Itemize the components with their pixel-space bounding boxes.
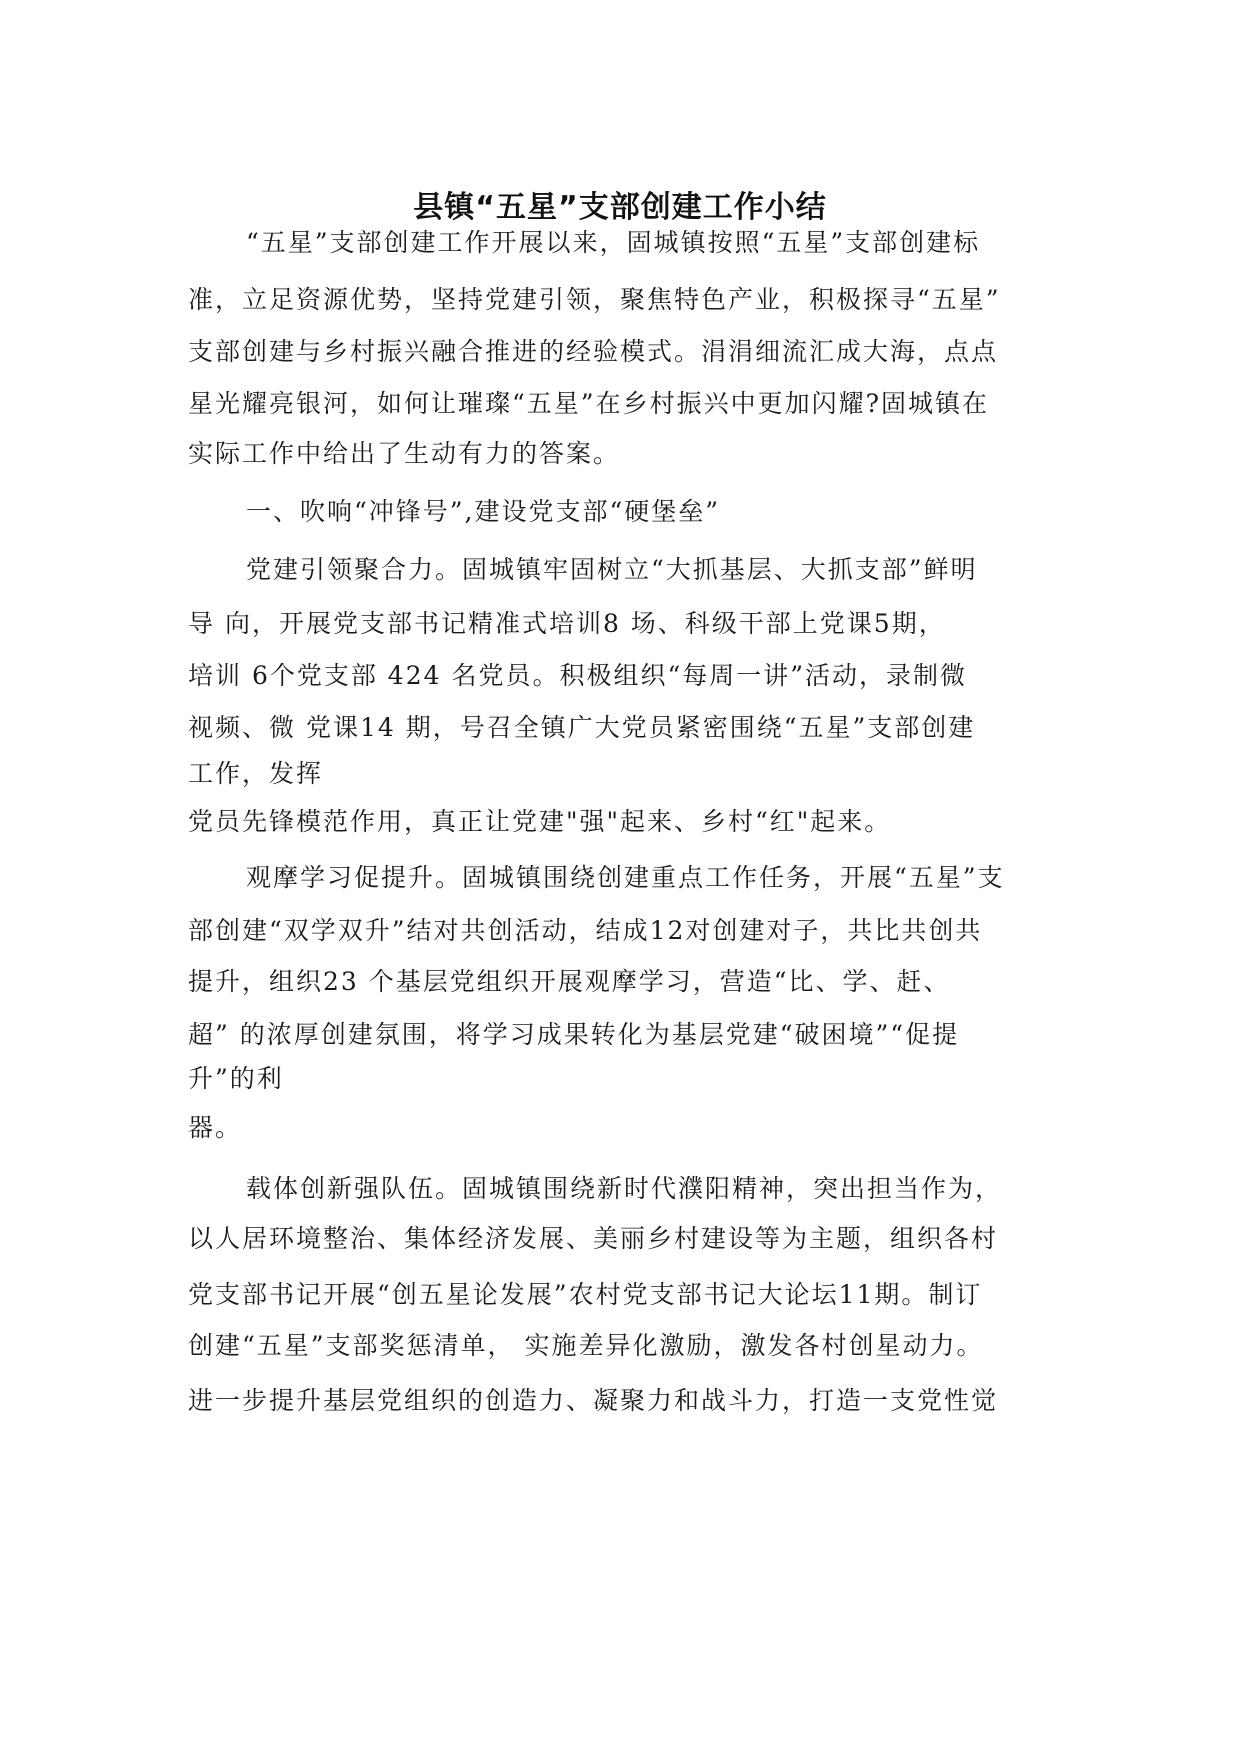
document-title: 县镇“五星”支部创建工作小结 <box>413 190 827 225</box>
paragraph-line: 实际工作中给出了生动有力的答案。 <box>188 439 621 468</box>
paragraph-line: 提升，组织23 个基层党组织开展观摩学习，营造“比、学、赶、 <box>188 967 951 996</box>
section-heading: 一、吹响“冲锋号”,建设党支部“硬堡垒” <box>246 497 721 526</box>
paragraph-line: 视频、微 党课14 期，号召全镇广大党员紧密围绕“五星”支部创建 <box>188 713 976 742</box>
paragraph-line: 党建引领聚合力。固城镇牢固树立“大抓基层、大抓支部”鲜明 <box>246 555 978 584</box>
paragraph-line: 载体创新强队伍。固城镇围绕新时代濮阳精神，突出担当作为， <box>246 1174 1003 1203</box>
paragraph-line: 党员先锋模范作用，真正让党建"强"起来、乡村“红"起来。 <box>188 807 892 836</box>
paragraph-line: 观摩学习促提升。固城镇围绕创建重点工作任务，开展“五星”支 <box>246 863 1005 892</box>
paragraph-line: 创建“五星”支部奖惩清单， 实施差异化激励，激发各村创星动力。 <box>188 1331 984 1360</box>
paragraph-line: 支部创建与乡村振兴融合推进的经验模式。涓涓细流汇成大海，点点 <box>188 337 999 366</box>
paragraph-line: 进一步提升基层党组织的创造力、凝聚力和战斗力，打造一支党性觉 <box>188 1386 999 1415</box>
paragraph-line: 党支部书记开展“创五星论发展”农村党支部书记大论坛11期。制订 <box>188 1280 983 1309</box>
paragraph-line: 星光耀亮银河，如何让璀璨“五星”在乡村振兴中更加闪耀?固城镇在 <box>188 389 989 418</box>
paragraph-line: 工作，发挥 <box>188 759 324 788</box>
paragraph-line: “五星”支部创建工作开展以来，固城镇按照“五星”支部创建标 <box>246 228 981 257</box>
paragraph-line: 导 向，开展党支部书记精准式培训8 场、科级干部上党课5期， <box>188 609 946 638</box>
paragraph-line: 准，立足资源优势，坚持党建引领，聚焦特色产业，积极探寻“五星” <box>188 285 1001 314</box>
paragraph-line: 超” 的浓厚创建氛围，将学习成果转化为基层党建“破困境”“促提 <box>188 1020 960 1049</box>
paragraph-line: 升”的利 <box>188 1064 284 1093</box>
paragraph-line: 部创建“双学双升”结对共创活动，结成12对创建对子，共比共创共 <box>188 916 983 945</box>
paragraph-line: 培训 6个党支部 424 名党员。积极组织“每周一讲”活动，录制微 <box>188 661 968 690</box>
paragraph-line: 器。 <box>188 1113 243 1142</box>
paragraph-line: 以人居环境整治、集体经济发展、美丽乡村建设等为主题，组织各村 <box>188 1224 999 1253</box>
